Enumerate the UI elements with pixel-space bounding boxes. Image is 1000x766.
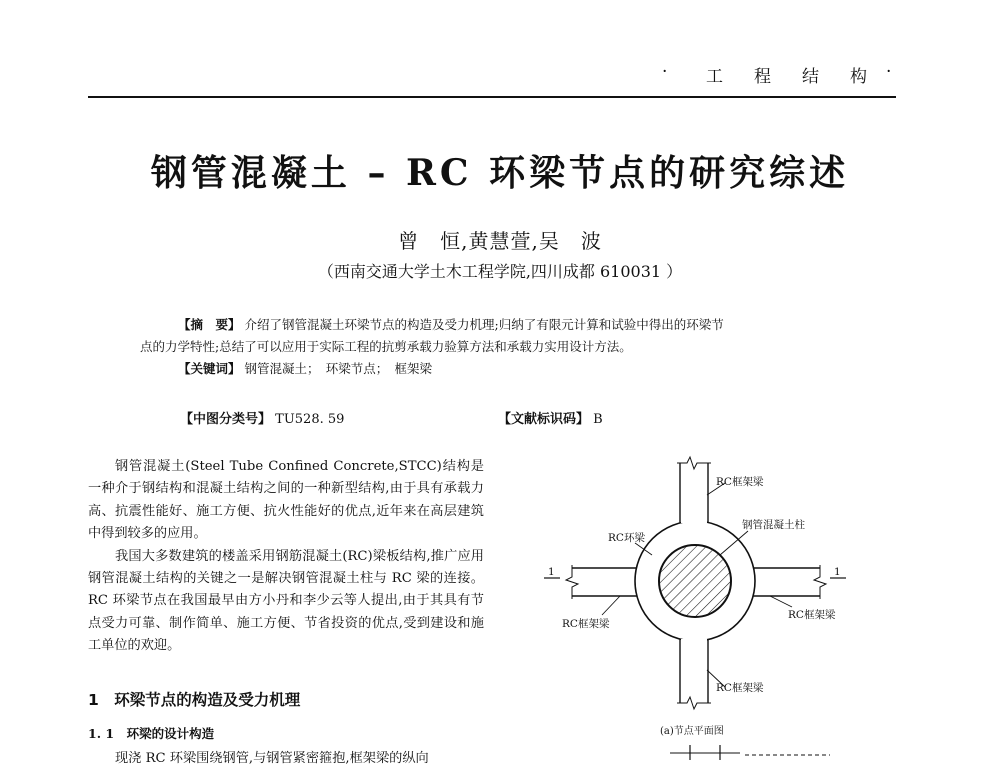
joint-plan-diagram — [530, 455, 860, 760]
keywords-label: 【关键词】 — [178, 361, 241, 376]
classification-number — [180, 408, 344, 427]
classification-label: 【中图分类号】 — [180, 412, 272, 427]
label-steel-tube-column: 钢管混凝土柱 — [742, 519, 805, 531]
top-frame-beam — [677, 457, 711, 525]
abstract-line-1 — [140, 314, 870, 336]
header-dot-right: · — [886, 62, 892, 82]
label-top-frame-beam: RC框架梁 — [716, 476, 764, 488]
abstract-text-1: 介绍了钢管混凝土环梁节点的构造及受力机理;归纳了有限元计算和试验中得出的环梁节 — [244, 317, 724, 332]
leader-right-beam — [770, 596, 792, 607]
label-left-frame-beam: RC框架梁 — [562, 618, 610, 630]
section-mark-left — [544, 566, 560, 578]
header-char-2: 程 — [754, 67, 771, 87]
body-paragraph-3-start: 现浇 RC 环梁围绕钢管,与钢管紧密箍抱,框架梁的纵向 — [115, 751, 429, 766]
paper-title: 钢管混凝土 – RC 环梁节点的研究综述 — [150, 152, 850, 194]
header-dot-left: · — [662, 62, 668, 82]
header-char-1: 工 — [706, 67, 723, 87]
document-code-value: B — [593, 412, 603, 427]
keywords-text: 钢管混凝土； 环梁节点； 框架梁 — [244, 361, 433, 376]
paper-authors: 曾 恒,黄慧萱,吴 波 — [398, 229, 602, 253]
header-rule — [88, 96, 896, 98]
body-paragraph-2: 我国大多数建筑的楼盖采用钢筋混凝土(RC)梁板结构,推广应用钢管混凝土结构的关键之一是解决钢管混凝土柱与 RC 梁的连接。RC 环梁节点在我国最早由方小丹和李少云等人提出,由于其具有节点受力可靠、制作简单、施工方便、节省投资的优点,受到建设和施工单位的欢迎。 — [88, 548, 484, 654]
left-frame-beam — [566, 565, 640, 599]
label-right-frame-beam: RC框架梁 — [788, 609, 836, 621]
body-left-column — [88, 456, 484, 658]
document-code-label: 【文献标识码】 — [498, 412, 590, 427]
keywords-line — [140, 358, 870, 380]
label-ring-beam: RC环梁 — [608, 532, 645, 544]
label-bottom-frame-beam: RC框架梁 — [716, 682, 764, 694]
figure-caption: (a)节点平面图 — [660, 726, 724, 737]
section-heading-1: 1 环梁节点的构造及受力机理 — [88, 691, 301, 709]
section-mark-left-label: 1 — [548, 566, 555, 578]
section-mark-right — [830, 566, 846, 578]
classification-value: TU528. 59 — [275, 412, 345, 427]
abstract-line-2: 点的力学特性;总结了可以应用于实际工程的抗剪承载力验算方法和承载力实用设计方法。 — [140, 339, 632, 354]
header-char-3: 结 — [802, 67, 819, 87]
body-paragraph-1: 钢管混凝土(Steel Tube Confined Concrete,STCC)结构是一种介于钢结构和混凝土结构之间的一种新型结构,由于具有承载力高、抗震性能好、施工方便、抗火性能好的优点,近年来在高层建筑中得到较多的应用。 — [88, 459, 484, 542]
next-subfigure-start — [670, 745, 830, 760]
bottom-frame-beam — [677, 637, 711, 709]
subsection-heading-1-1: 1. 1 环梁的设计构造 — [88, 726, 215, 741]
paper-affiliation: （西南交通大学土木工程学院,四川成都 610031 ） — [317, 262, 683, 281]
header-char-4: 构 — [850, 67, 867, 87]
leader-left-beam — [602, 596, 620, 615]
abstract-block — [140, 314, 870, 380]
running-header — [662, 62, 902, 92]
document-code — [498, 408, 603, 427]
abstract-label: 【摘 要】 — [178, 317, 241, 332]
right-frame-beam — [750, 565, 826, 599]
section-mark-right-label: 1 — [834, 566, 841, 578]
steel-tube-column — [659, 545, 731, 617]
